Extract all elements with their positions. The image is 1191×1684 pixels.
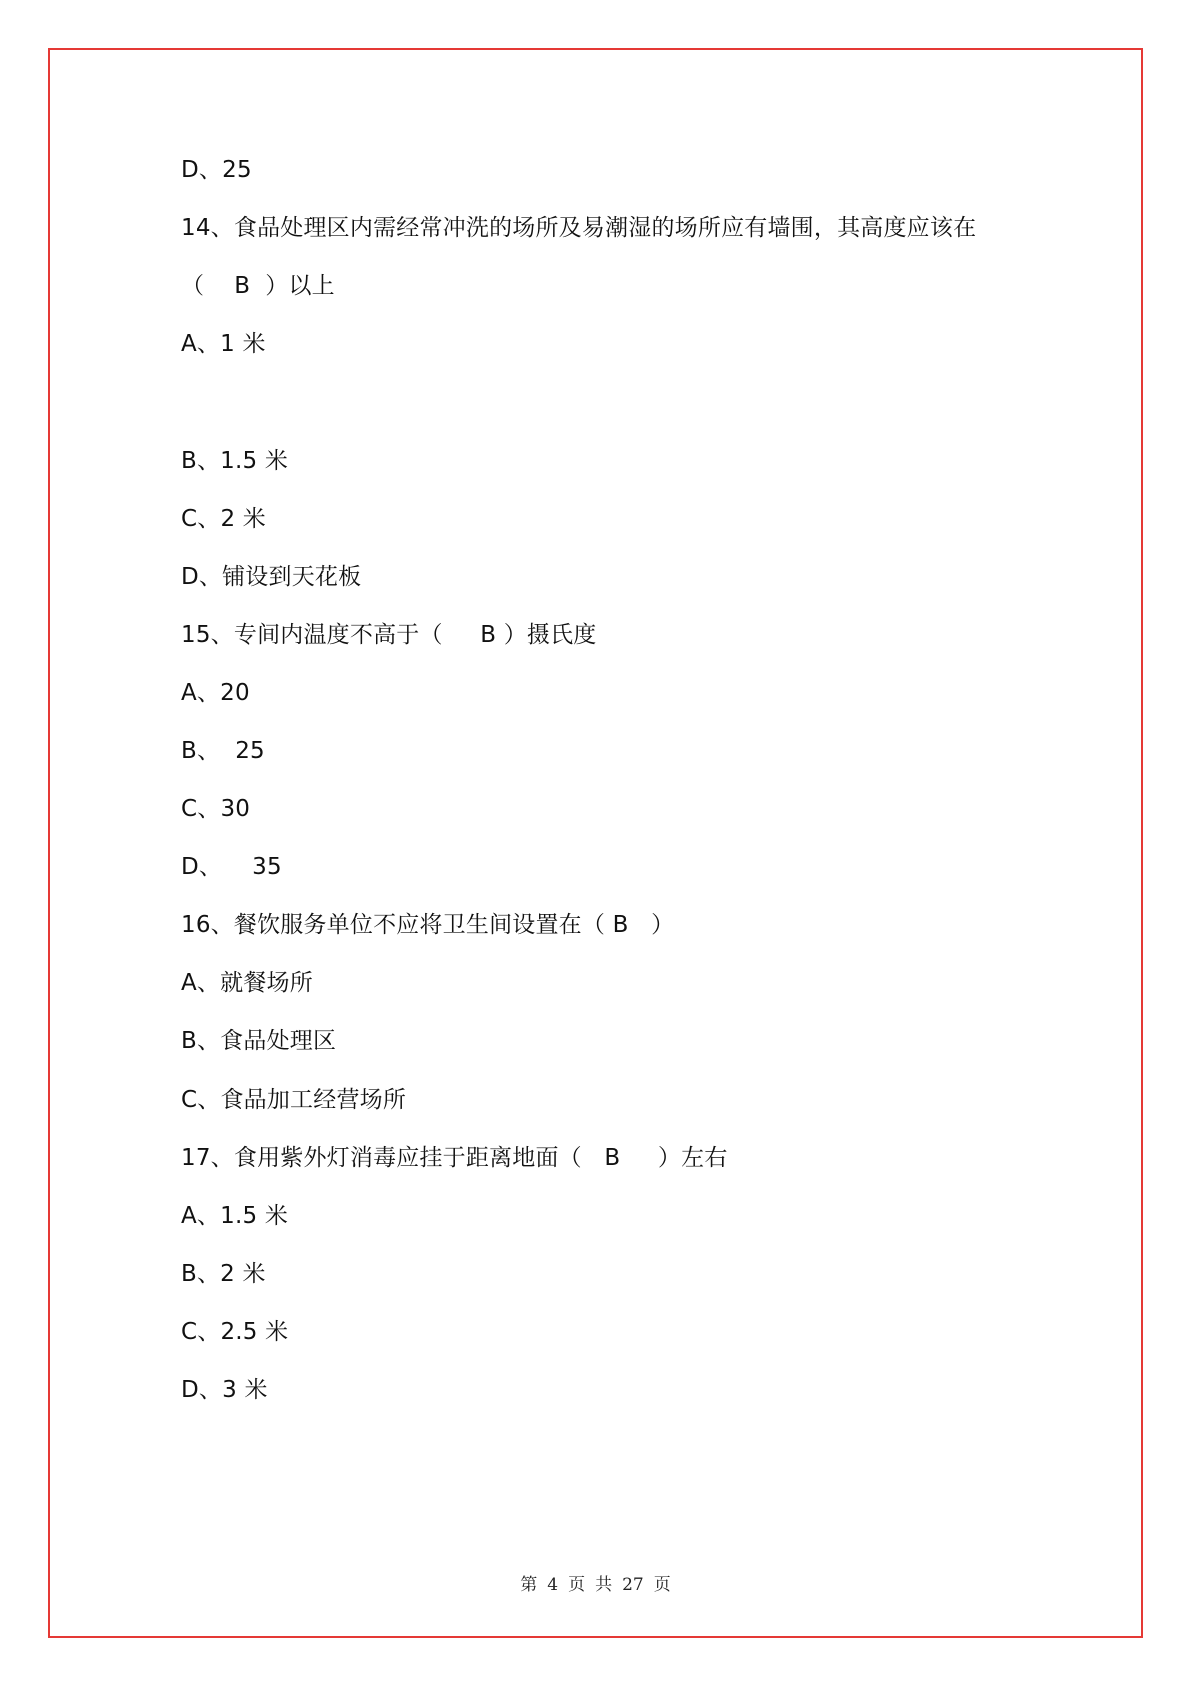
footer-suffix: 页 — [653, 1575, 671, 1595]
option-14-a: A、1 米 — [181, 331, 266, 357]
option-17-c: C、2.5 米 — [181, 1319, 289, 1345]
footer-page-number: 4 — [547, 1575, 559, 1595]
question-15-text: 15、专间内温度不高于（ B ）摄氏度 — [181, 622, 597, 648]
option-17-d: D、3 米 — [181, 1377, 268, 1403]
option-17-b: B、2 米 — [181, 1261, 266, 1287]
option-16-c: C、食品加工经营场所 — [181, 1087, 407, 1113]
option-15-c: C、30 — [181, 796, 251, 822]
question-14-text: 14、食品处理区内需经常冲洗的场所及易潮湿的场所应有墙围，其高度应该在 — [181, 215, 977, 241]
question-14-answer: （ B ）以上 — [181, 273, 335, 299]
option-15-a: A、20 — [181, 680, 250, 706]
footer-page-unit: 页 — [568, 1575, 586, 1595]
option-14-d: D、铺设到天花板 — [181, 564, 362, 590]
option-15-d: D、 35 — [181, 854, 282, 880]
question-17-text: 17、食用紫外灯消毒应挂于距离地面（ B ）左右 — [181, 1145, 728, 1171]
question-16-text: 16、餐饮服务单位不应将卫生间设置在（ B ） — [181, 912, 675, 938]
footer-prefix: 第 — [520, 1575, 538, 1595]
option-13-d: D、25 — [181, 157, 252, 183]
footer-total-prefix: 共 — [595, 1575, 613, 1595]
option-14-b: B、1.5 米 — [181, 448, 289, 474]
option-14-c: C、2 米 — [181, 506, 267, 532]
footer-total-pages: 27 — [622, 1575, 644, 1595]
option-17-a: A、1.5 米 — [181, 1203, 289, 1229]
option-16-b: B、食品处理区 — [181, 1028, 337, 1054]
page-footer — [0, 1570, 1191, 1595]
option-16-a: A、就餐场所 — [181, 970, 313, 996]
option-15-b: B、 25 — [181, 738, 265, 764]
